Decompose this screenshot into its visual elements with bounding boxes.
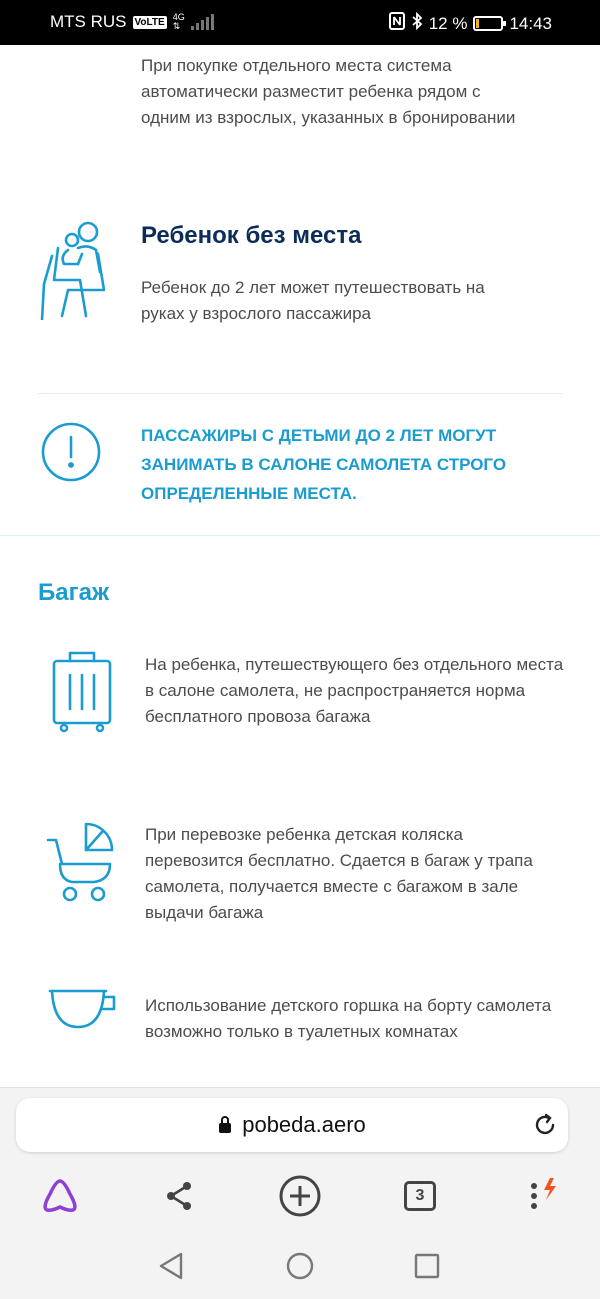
suitcase-icon <box>50 651 114 738</box>
child-no-seat-text: Ребенок до 2 лет может путешествовать на руках у взрослого пассажира <box>141 278 485 323</box>
nfc-icon <box>389 12 405 35</box>
share-button[interactable] <box>151 1168 207 1224</box>
new-tab-button[interactable] <box>272 1168 328 1224</box>
status-bar <box>0 0 600 45</box>
battery-percent: 12 % <box>428 13 468 33</box>
baggage-item-text: При перевозке ребенка детская коляска перевозится бесплатно. Сдается в багаж у трапа самолета, получается вместе с багажом в зале выдачи багажа <box>145 825 533 922</box>
baggage-item-text: На ребенка, путешествующего без отдельного места в салоне самолета, не распространяется норма бесплатного провоза багажа <box>145 655 564 726</box>
exclamation-circle-icon <box>40 421 102 488</box>
volte-badge: VoLTE <box>134 16 165 28</box>
tab-count: 3 <box>404 1181 436 1211</box>
page-content[interactable] <box>0 45 600 1087</box>
baggage-item-text: Использование детского горшка на борту самолета возможно только в туалетных комнатах <box>145 996 552 1041</box>
network-type: 4G ⇅ <box>172 12 185 31</box>
alice-assistant-button[interactable] <box>32 1168 88 1224</box>
potty-icon <box>48 987 118 1038</box>
divider <box>0 535 600 536</box>
back-icon[interactable] <box>156 1251 186 1281</box>
child-no-seat-title: Ребенок без места <box>141 222 362 249</box>
lock-icon <box>218 1113 232 1139</box>
browser-bar <box>0 1087 600 1233</box>
recent-apps-icon[interactable] <box>412 1251 442 1281</box>
browser-toolbar <box>0 1168 600 1224</box>
url-text: pobeda.aero <box>242 1112 366 1137</box>
stroller-icon <box>46 820 120 907</box>
bluetooth-icon <box>411 12 423 35</box>
battery-icon <box>473 16 503 31</box>
reload-icon[interactable] <box>532 1112 558 1143</box>
system-navigation-bar <box>0 1233 600 1299</box>
menu-button[interactable] <box>512 1168 568 1224</box>
home-icon[interactable] <box>285 1251 315 1281</box>
carrier-name: MTS RUS <box>50 12 127 31</box>
seat-info-text: При покупке отдельного места система автоматически разместит ребенка рядом с одним из взрослых, указанных в бронировании <box>141 56 516 127</box>
notification-bolt-icon <box>544 1178 556 1200</box>
clock: 14:43 <box>509 13 552 33</box>
divider <box>38 393 562 394</box>
tabs-button[interactable] <box>392 1168 448 1224</box>
child-in-lap-icon <box>38 220 116 325</box>
address-bar[interactable] <box>16 1098 568 1152</box>
baggage-title: Багаж <box>38 579 109 606</box>
signal-strength-icon <box>191 14 214 30</box>
warning-text: ПАССАЖИРЫ С ДЕТЬМИ ДО 2 ЛЕТ МОГУТ ЗАНИМАТЬ В САЛОНЕ САМОЛЕТА СТРОГО ОПРЕДЕЛЕННЫЕ МЕСТА. <box>141 426 507 503</box>
